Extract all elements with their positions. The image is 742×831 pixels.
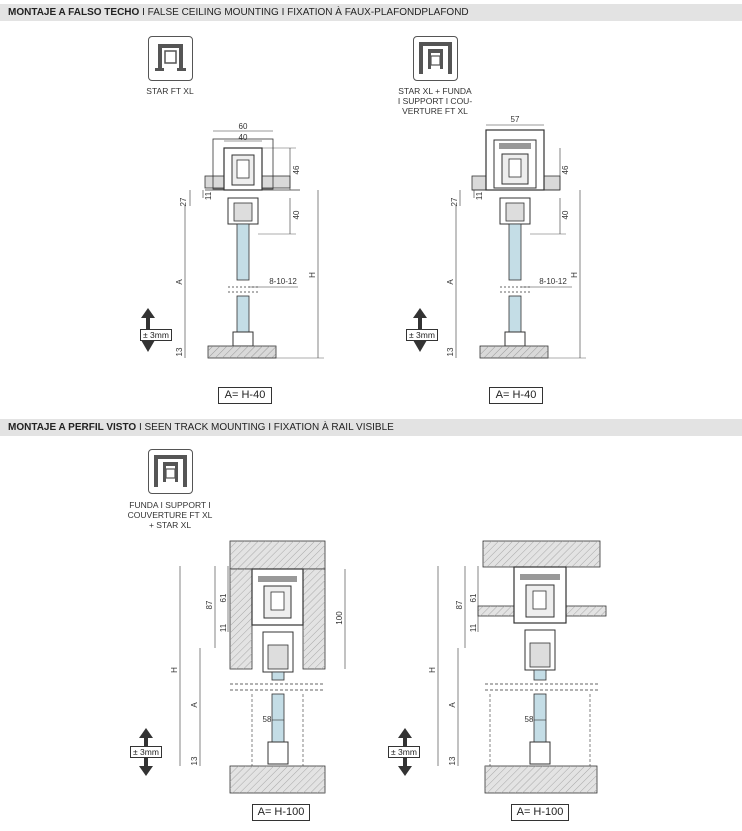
tolerance-label-right-2: ± 3mm (388, 746, 420, 758)
caption-star-ft-xl: STAR FT XL (146, 86, 194, 96)
left-assembly-false-ceiling (141, 122, 324, 358)
seen-track-drawing (0, 420, 742, 831)
dim-57: 57 (510, 115, 520, 124)
dim-A: A (190, 702, 199, 708)
right-assembly-false-ceiling (413, 115, 586, 358)
dim-A: A (446, 279, 455, 285)
dim-46: 46 (561, 165, 570, 175)
dim-40: 40 (561, 210, 570, 220)
dim-A: A (448, 702, 457, 708)
caption-star-xl-funda: STAR XL + FUNDA I SUPPORT I COU- VERTURE FT XL (397, 86, 473, 116)
dim-H: H (570, 272, 579, 278)
section-title-en: FALSE CEILING MOUNTING (147, 7, 279, 18)
dim-40-side: 40 (292, 210, 301, 220)
right-assembly-seen-track (398, 541, 606, 793)
section-title-en: SEEN TRACK MOUNTING (144, 422, 266, 433)
dim-87: 87 (205, 600, 214, 610)
dim-27: 27 (179, 197, 188, 207)
dim-58: 58 (262, 715, 272, 724)
dim-61: 61 (469, 593, 478, 603)
dim-27: 27 (450, 197, 459, 207)
section-title-fr: FIXATION À FAUX-PLAFONDPLAFOND (287, 7, 469, 18)
dim-13: 13 (448, 756, 457, 766)
dim-46: 46 (292, 165, 301, 175)
dim-11: 11 (469, 623, 478, 633)
dim-A: A (175, 279, 184, 285)
dim-glass-thickness: 8-10-12 (269, 277, 297, 286)
dim-58: 58 (524, 715, 534, 724)
section-header-seen-track: MONTAJE A PERFIL VISTO I SEEN TRACK MOUNTING I FIXATION À RAIL VISIBLE (0, 419, 742, 436)
tolerance-label-right-1: ± 3mm (406, 329, 438, 341)
dim-13: 13 (175, 347, 184, 357)
dim-13: 13 (446, 347, 455, 357)
dim-glass-thickness: 8-10-12 (539, 277, 567, 286)
dim-61: 61 (219, 593, 228, 603)
dim-H: H (170, 667, 179, 673)
dim-60: 60 (238, 122, 248, 131)
dim-11: 11 (475, 191, 484, 201)
dim-H: H (308, 272, 317, 278)
section-title-es: MONTAJE A FALSO TECHO (8, 7, 140, 18)
formula-right-1: A= H-40 (489, 387, 543, 404)
dim-100: 100 (335, 611, 344, 625)
formula-left-1: A= H-40 (218, 387, 272, 404)
section-title-fr: FIXATION À RAIL VISIBLE (273, 422, 394, 433)
dim-40-top: 40 (238, 133, 248, 142)
formula-right-2: A= H-100 (511, 804, 569, 821)
dim-H: H (428, 667, 437, 673)
tolerance-label-left-2: ± 3mm (130, 746, 162, 758)
dim-87: 87 (455, 600, 464, 610)
section-title-es: MONTAJE A PERFIL VISTO (8, 422, 137, 433)
formula-left-2: A= H-100 (252, 804, 310, 821)
caption-funda-star-xl: FUNDA I SUPPORT I COUVERTURE FT XL + STAR XL (127, 500, 213, 530)
left-assembly-seen-track (139, 541, 345, 793)
tolerance-label-left-1: ± 3mm (140, 329, 172, 341)
dim-11: 11 (204, 191, 213, 201)
dim-11: 11 (219, 623, 228, 633)
dim-13: 13 (190, 756, 199, 766)
section-header-false-ceiling: MONTAJE A FALSO TECHO I FALSE CEILING MOUNTING I FIXATION À FAUX-PLAFONDPLAFOND (0, 4, 742, 21)
